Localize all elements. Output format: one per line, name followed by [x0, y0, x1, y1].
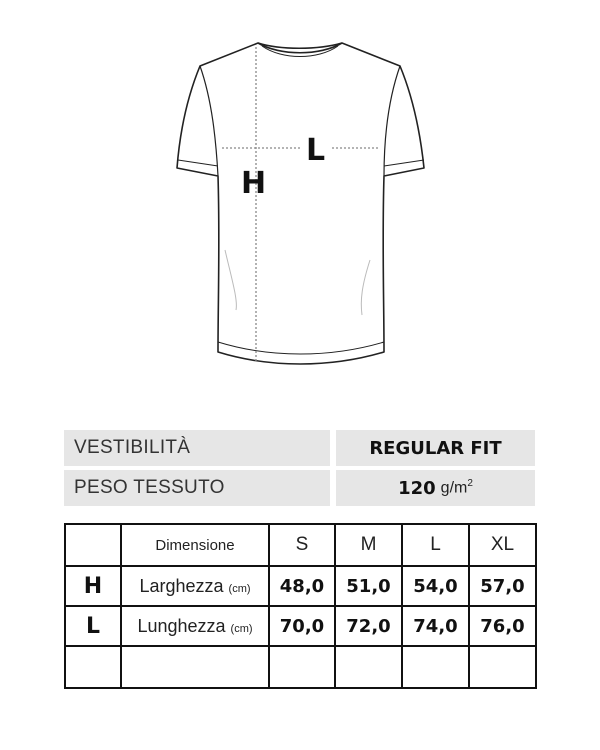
header-size-s: S: [269, 524, 335, 566]
tshirt-outline: [177, 43, 424, 364]
value-cell: 57,0: [469, 566, 536, 606]
empty-cell: [469, 646, 536, 688]
weight-label: PESO TESSUTO: [64, 470, 330, 506]
table-row: [65, 606, 536, 646]
empty-cell: [121, 646, 269, 688]
fit-value-cell: [336, 430, 535, 466]
weight-value-cell: [336, 470, 535, 506]
empty-cell: [402, 646, 469, 688]
product-info: [64, 430, 535, 510]
row-letter: H: [65, 566, 121, 606]
header-size-l: L: [402, 524, 469, 566]
value-cell: 72,0: [335, 606, 402, 646]
row-measure-label: Larghezza (cm): [121, 566, 269, 606]
table-row: [65, 566, 536, 606]
fit-value: REGULAR FIT: [369, 437, 502, 459]
size-table: [64, 523, 537, 689]
diagram-label-width: L: [306, 133, 326, 168]
weight-unit: $g/m^2$: [440, 478, 473, 497]
row-letter: L: [65, 606, 121, 646]
value-cell: 74,0: [402, 606, 469, 646]
header-size-m: M: [335, 524, 402, 566]
value-cell: 51,0: [335, 566, 402, 606]
value-cell: 76,0: [469, 606, 536, 646]
size-table-header: [65, 524, 536, 566]
weight-row: [64, 470, 535, 506]
value-cell: 54,0: [402, 566, 469, 606]
empty-row: [65, 646, 536, 688]
value-cell: 48,0: [269, 566, 335, 606]
empty-cell: [335, 646, 402, 688]
row-measure-label: Lunghezza (cm): [121, 606, 269, 646]
value-cell: 70,0: [269, 606, 335, 646]
empty-corner-cell: [65, 524, 121, 566]
fit-row: [64, 430, 535, 466]
header-dimension: Dimensione: [121, 524, 269, 566]
fit-label: VESTIBILITÀ: [64, 430, 330, 466]
header-size-xl: XL: [469, 524, 536, 566]
diagram-label-height: H: [241, 166, 267, 201]
weight-value: 120: [398, 477, 436, 499]
empty-cell: [269, 646, 335, 688]
empty-cell: [65, 646, 121, 688]
